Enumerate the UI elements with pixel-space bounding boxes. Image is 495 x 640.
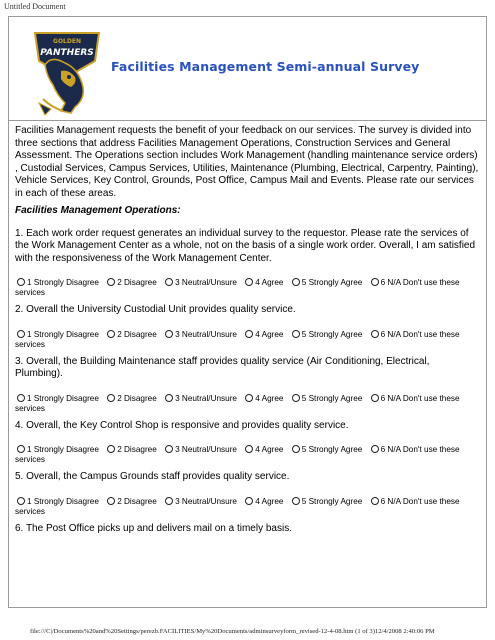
survey-title: Facilities Management Semi-annual Survey (111, 59, 420, 74)
rating-option-6[interactable]: 6 N/A Don't use these services (15, 496, 460, 516)
rating-option-1[interactable]: 1 Strongly Disagree (15, 445, 99, 454)
rating-option-4[interactable]: 4 Agree (243, 330, 283, 339)
radio-button[interactable] (17, 278, 25, 286)
radio-button[interactable] (165, 394, 173, 402)
radio-button[interactable] (371, 497, 379, 505)
radio-button[interactable] (292, 445, 300, 453)
rating-option-2[interactable]: 2 Disagree (105, 394, 157, 403)
radio-button[interactable] (292, 330, 300, 338)
radio-button[interactable] (245, 330, 253, 338)
question-block (15, 228, 480, 299)
question-text: 2. Overall the University Custodial Unit provides quality service. (15, 304, 296, 315)
radio-button[interactable] (371, 394, 379, 402)
rating-option-5[interactable]: 5 Strongly Agree (290, 330, 363, 339)
rating-option-3[interactable]: 3 Neutral/Unsure (163, 394, 237, 403)
question-text: 3. Overall, the Building Maintenance staff provides quality service (Air Conditioning, Electrical, Plumbing). (15, 355, 430, 379)
radio-button[interactable] (371, 445, 379, 453)
radio-button[interactable] (165, 278, 173, 286)
radio-button[interactable] (371, 278, 379, 286)
intro-paragraph: Facilities Management requests the benefit of your feedback on our services. The survey is divided into three sections that address Facilities Management Operations, Construction Services and General Assessment. The Operations section includes Work Management (handling maintenance service orders) , Custodial Services, Campus Services, Utilities, Maintenance (Plumbing, Electrical, Carpentry, Painting), Vehicle Services, Key Control, Grounds, Post Office, Campus Mail and Events. Please rate our services in each of these areas. (15, 125, 479, 199)
rating-scale (15, 324, 480, 350)
radio-button[interactable] (107, 445, 115, 453)
section-heading: Facilities Management Operations: (15, 205, 181, 216)
radio-button[interactable] (245, 445, 253, 453)
rating-option-3[interactable]: 3 Neutral/Unsure (163, 330, 237, 339)
rating-option-6[interactable]: 6 N/A Don't use these services (15, 329, 460, 349)
radio-button[interactable] (245, 394, 253, 402)
radio-button[interactable] (17, 497, 25, 505)
survey-header (9, 17, 486, 121)
rating-option-2[interactable]: 2 Disagree (105, 497, 157, 506)
rating-scale (15, 272, 480, 298)
rating-scale (15, 439, 480, 465)
radio-button[interactable] (107, 278, 115, 286)
survey-frame (8, 16, 487, 608)
rating-option-4[interactable]: 4 Agree (243, 497, 283, 506)
question-text: 6. The Post Office picks up and delivers mail on a timely basis. (15, 522, 292, 534)
rating-option-5[interactable]: 5 Strongly Agree (290, 278, 363, 287)
rating-option-1[interactable]: 1 Strongly Disagree (15, 330, 99, 339)
rating-option-1[interactable]: 1 Strongly Disagree (15, 278, 99, 287)
question-block (15, 356, 480, 414)
question-block (15, 304, 480, 350)
radio-button[interactable] (165, 445, 173, 453)
radio-button[interactable] (107, 497, 115, 505)
radio-button[interactable] (165, 497, 173, 505)
rating-scale (15, 388, 480, 414)
rating-option-3[interactable]: 3 Neutral/Unsure (163, 445, 237, 454)
svg-text:PANTHERS: PANTHERS (40, 48, 94, 58)
rating-option-3[interactable]: 3 Neutral/Unsure (163, 278, 237, 287)
rating-option-6[interactable]: 6 N/A Don't use these services (15, 393, 460, 413)
svg-text:GOLDEN: GOLDEN (53, 38, 81, 45)
question-text: 5. Overall, the Campus Grounds staff provides quality service. (15, 471, 290, 482)
question-text: 4. Overall, the Key Control Shop is responsive and provides quality service. (15, 419, 349, 431)
rating-option-2[interactable]: 2 Disagree (105, 330, 157, 339)
rating-option-4[interactable]: 4 Agree (243, 278, 283, 287)
golden-panthers-logo (31, 25, 103, 117)
radio-button[interactable] (245, 278, 253, 286)
rating-option-6[interactable]: 6 N/A Don't use these services (15, 278, 460, 297)
rating-option-4[interactable]: 4 Agree (243, 394, 283, 403)
rating-option-3[interactable]: 3 Neutral/Unsure (163, 497, 237, 506)
radio-button[interactable] (107, 394, 115, 402)
question-block (15, 471, 480, 517)
radio-button[interactable] (17, 394, 25, 402)
rating-option-4[interactable]: 4 Agree (243, 445, 283, 454)
rating-option-1[interactable]: 1 Strongly Disagree (15, 394, 99, 403)
radio-button[interactable] (371, 330, 379, 338)
rating-option-5[interactable]: 5 Strongly Agree (290, 445, 363, 454)
radio-button[interactable] (17, 445, 25, 453)
rating-option-6[interactable]: 6 N/A Don't use these services (15, 445, 460, 464)
rating-option-2[interactable]: 2 Disagree (105, 278, 157, 287)
radio-button[interactable] (292, 394, 300, 402)
rating-scale (15, 491, 480, 517)
question-block (15, 420, 480, 466)
question-text: 1. Each work order request generates an individual survey to the requestor. Please rate the services of the Work Management Center as a whole, not on the basis of a single work order. Overall, I am satisfied with the responsiveness of the Work Management Center. (15, 227, 476, 264)
radio-button[interactable] (292, 497, 300, 505)
rating-option-5[interactable]: 5 Strongly Agree (290, 394, 363, 403)
radio-button[interactable] (17, 330, 25, 338)
file-path-footer: file:///C|/Documents%20and%20Settings/perezb.FACILITIES/My%20Documents/adminsurveyform_revised-12-4-08.htm (1 of 3)12/4/2008 2:40:06 PM (30, 628, 435, 635)
rating-option-1[interactable]: 1 Strongly Disagree (15, 497, 99, 506)
rating-option-2[interactable]: 2 Disagree (105, 445, 157, 454)
rating-option-5[interactable]: 5 Strongly Agree (290, 497, 363, 506)
document-title: Untitled Document (4, 2, 66, 11)
radio-button[interactable] (245, 497, 253, 505)
radio-button[interactable] (107, 330, 115, 338)
radio-button[interactable] (165, 330, 173, 338)
survey-content (15, 125, 480, 542)
question-block (15, 523, 480, 536)
radio-button[interactable] (292, 278, 300, 286)
